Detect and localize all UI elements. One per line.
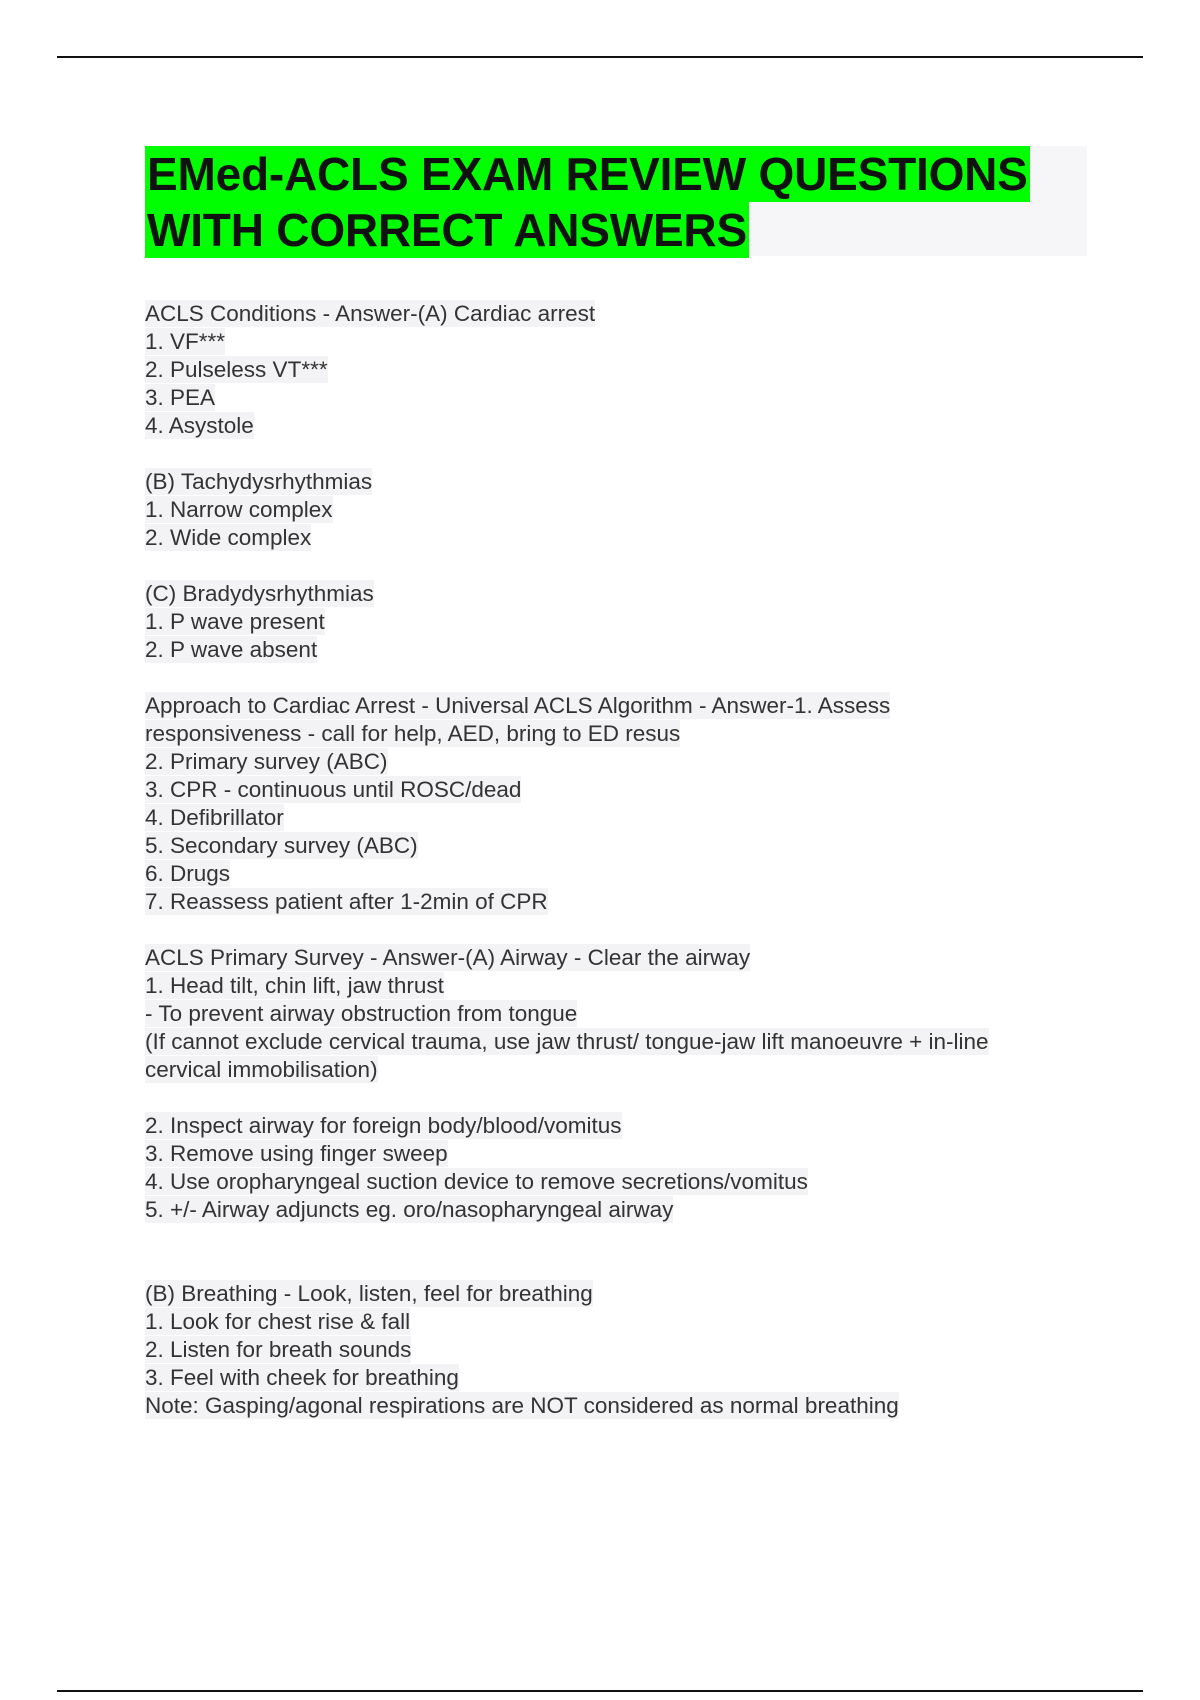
text-line: 1. VF*** xyxy=(145,329,226,354)
text-line: 3. Feel with cheek for breathing xyxy=(145,1365,459,1390)
text-line: 3. Remove using finger sweep xyxy=(145,1141,448,1166)
text-line: Note: Gasping/agonal respirations are NOT considered as normal breathing xyxy=(145,1393,899,1418)
text-line: 1. P wave present xyxy=(145,609,325,634)
text-line: 2. Pulseless VT*** xyxy=(145,357,328,382)
text-line: 3. PEA xyxy=(145,385,216,410)
text-line: (B) Tachydysrhythmias xyxy=(145,469,373,494)
text-line: ACLS Conditions - Answer-(A) Cardiac arrest xyxy=(145,301,596,326)
text-line: 2. P wave absent xyxy=(145,637,318,662)
text-line: - To prevent airway obstruction from tongue xyxy=(145,1001,578,1026)
text-line: 4. Use oropharyngeal suction device to remove secretions/vomitus xyxy=(145,1169,808,1194)
qa-block-breathing xyxy=(145,1280,1065,1420)
text-line: 1. Look for chest rise & fall xyxy=(145,1309,411,1334)
text-line: 2. Wide complex xyxy=(145,525,312,550)
document-title-line-1: EMed-ACLS EXAM REVIEW QUESTIONS xyxy=(147,148,1028,200)
text-line: Approach to Cardiac Arrest - Universal ACLS Algorithm - Answer-1. Assess xyxy=(145,693,891,718)
text-line: 4. Defibrillator xyxy=(145,805,284,830)
text-line: (C) Bradydysrhythmias xyxy=(145,581,374,606)
qa-block-primary-survey-airway xyxy=(145,944,1065,1084)
text-line: 5. +/- Airway adjuncts eg. oro/nasopharyngeal airway xyxy=(145,1197,674,1222)
text-line: 6. Drugs xyxy=(145,861,231,886)
text-line: 5. Secondary survey (ABC) xyxy=(145,833,418,858)
text-line: (If cannot exclude cervical trauma, use jaw thrust/ tongue-jaw lift manoeuvre + in-line xyxy=(145,1029,989,1054)
qa-block-tachydysrhythmias xyxy=(145,468,1065,552)
qa-block-bradydysrhythmias xyxy=(145,580,1065,664)
text-line: ACLS Primary Survey - Answer-(A) Airway - Clear the airway xyxy=(145,945,751,970)
document-body xyxy=(145,300,1065,1448)
qa-block-airway-steps xyxy=(145,1112,1065,1224)
bottom-rule xyxy=(57,1690,1143,1692)
text-line: 4. Asystole xyxy=(145,413,254,438)
qa-block-acls-conditions xyxy=(145,300,1065,440)
text-line: responsiveness - call for help, AED, bring to ED resus xyxy=(145,721,681,746)
text-line: (B) Breathing - Look, listen, feel for breathing xyxy=(145,1281,593,1306)
text-line: cervical immobilisation) xyxy=(145,1057,378,1082)
top-rule xyxy=(57,56,1143,58)
text-line: 3. CPR - continuous until ROSC/dead xyxy=(145,777,522,802)
qa-block-cardiac-arrest-approach xyxy=(145,692,1065,916)
text-line: 7. Reassess patient after 1-2min of CPR xyxy=(145,889,548,914)
text-line: 2. Listen for breath sounds xyxy=(145,1337,412,1362)
text-line: 1. Narrow complex xyxy=(145,497,333,522)
document-title-line-2: WITH CORRECT ANSWERS xyxy=(147,204,747,256)
text-line: 2. Primary survey (ABC) xyxy=(145,749,388,774)
text-line: 1. Head tilt, chin lift, jaw thrust xyxy=(145,973,444,998)
text-line: 2. Inspect airway for foreign body/blood/vomitus xyxy=(145,1113,622,1138)
